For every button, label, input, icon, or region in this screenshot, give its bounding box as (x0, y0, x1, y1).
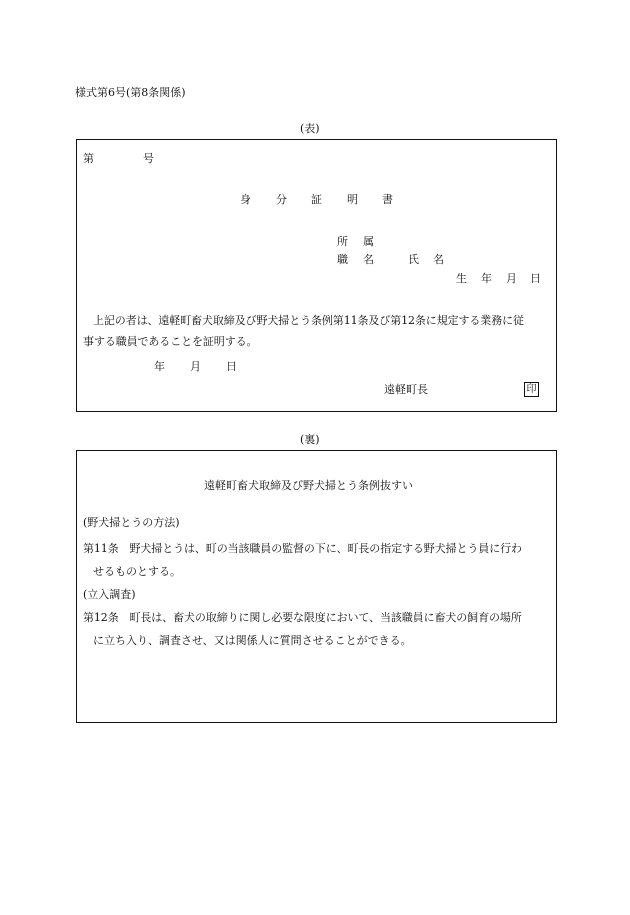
title-char-4: 明 (347, 193, 358, 206)
affiliation-char-2: 属 (363, 235, 374, 248)
affiliation-char-1: 所 (337, 235, 348, 248)
date-month: 月 (190, 360, 201, 373)
section2-heading: (立入調査) (83, 588, 136, 601)
name-char-2: 名 (433, 253, 444, 266)
birth-char-4: 日 (530, 272, 541, 285)
date-year: 年 (154, 360, 165, 373)
title-char-1: 身 (240, 193, 251, 206)
position-char-2: 名 (363, 253, 374, 266)
article12-line-1: 第12条 町長は、畜犬の取締りに関し必要な限度において、当該職員に畜犬の飼育の場所 (83, 611, 522, 624)
article11-line-1: 第11条 野犬掃とうは、町の当該職員の監督の下に、町長の指定する野犬掃とう員に行わ (83, 542, 522, 555)
form-label: 様式第6号(第8条関係) (75, 86, 186, 99)
article11-line-2: せるものとする。 (93, 565, 181, 578)
certificate-body-line-1: 上記の者は、遠軽町畜犬取締及び野犬掃とう条例第11条及び第12条に規定する業務に従 (93, 314, 524, 327)
title-char-2: 分 (276, 193, 287, 206)
date-day: 日 (226, 360, 237, 373)
front-side-label: (表) (300, 122, 320, 135)
name-char-1: 氏 (408, 253, 419, 266)
birth-char-3: 月 (506, 272, 517, 285)
back-title: 遠軽町畜犬取締及び野犬掃とう条例抜すい (204, 479, 413, 492)
birth-char-1: 生 (456, 272, 467, 285)
article12-line-2: に立ち入り、調査させ、又は関係人に質問させることができる。 (93, 634, 412, 647)
seal-mark: 印 (524, 382, 539, 397)
title-char-5: 書 (382, 193, 393, 206)
number-prefix: 第 (83, 152, 94, 165)
section1-heading: (野犬掃とうの方法) (83, 516, 180, 529)
issuer: 遠軽町長 (384, 383, 428, 396)
back-side-label: (裏) (300, 433, 320, 446)
position-char-1: 職 (337, 253, 348, 266)
title-char-3: 証 (311, 193, 322, 206)
birth-char-2: 年 (481, 272, 492, 285)
number-suffix: 号 (143, 152, 154, 165)
certificate-body-line-2: 事する職員であることを証明する。 (83, 335, 258, 348)
